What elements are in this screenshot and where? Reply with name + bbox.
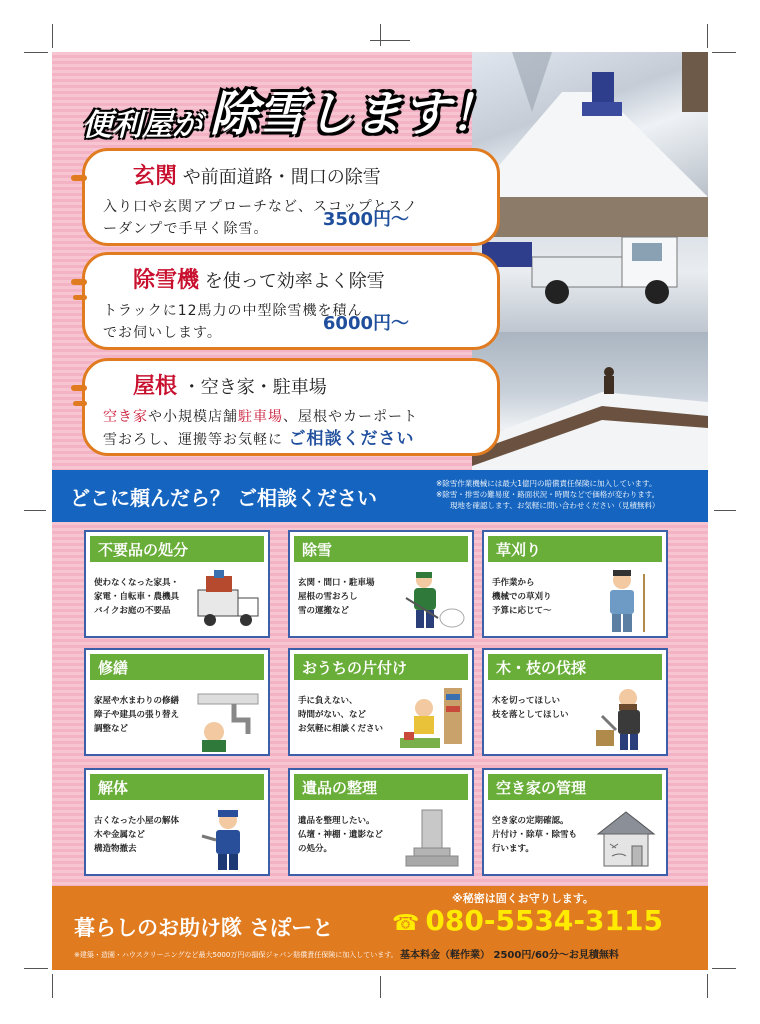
card-title: 空き家の管理 — [488, 774, 662, 800]
plumbing-icon — [194, 686, 262, 752]
card-line: 仏壇・神棚・遺影など — [298, 830, 384, 840]
bubble-tail — [71, 175, 87, 181]
consult-band — [52, 470, 708, 522]
price-label: 6000円〜 — [322, 313, 409, 334]
bubble-title-emphasis: 除雪機 — [133, 268, 200, 293]
plain-text: 、屋根やカーポート — [283, 409, 418, 425]
card-line: 手に負えない、 — [298, 696, 358, 706]
roof-snow-photo — [472, 332, 708, 470]
card-line: 行います。 — [492, 844, 534, 854]
card-body — [298, 576, 398, 618]
card-body — [492, 694, 592, 722]
card-title: 木・枝の伐採 — [488, 654, 662, 680]
consult-cta: ご相談ください — [288, 429, 415, 449]
service-card-snow — [288, 530, 474, 638]
card-body — [94, 576, 194, 618]
card-body — [492, 576, 592, 618]
bubble-desc-line: ーダンプで手早く除雪。 — [103, 221, 269, 237]
crop-mark — [370, 40, 410, 41]
card-line: 片付け・除草・除雪も — [492, 830, 578, 840]
crop-mark — [24, 510, 46, 511]
hero-section — [52, 52, 708, 470]
card-line: 空き家の定期確認。 — [492, 816, 569, 826]
note-line: 現地を確認します、お気軽に問い合わせください（見積無料） — [450, 501, 660, 510]
crop-mark — [712, 52, 736, 53]
privacy-note: ※秘密は固くお守りします。 — [452, 892, 594, 905]
card-title: 草刈り — [488, 536, 662, 562]
card-body — [94, 814, 194, 856]
bubble-tail — [73, 401, 87, 406]
highlight-text: 空き家 — [103, 409, 148, 425]
bubble-title — [103, 369, 479, 400]
card-body — [298, 814, 398, 856]
service-card-treecutting — [482, 648, 668, 756]
card-line: 機械での草刈り — [492, 592, 552, 602]
roof-illustration — [472, 332, 708, 470]
service-card-repair — [84, 648, 270, 756]
bubble-title-rest: を使って効率よく除雪 — [204, 271, 385, 292]
crop-mark — [24, 52, 48, 53]
worker-icon — [592, 568, 660, 634]
crop-mark — [714, 510, 736, 511]
service-card-demolition — [84, 768, 270, 876]
service-card-vacanthouse — [482, 768, 668, 876]
card-body — [298, 694, 398, 736]
bubble-title-emphasis: 屋根 — [133, 374, 178, 399]
bubble-description — [103, 300, 479, 344]
crop-mark — [707, 24, 708, 48]
bubble-title — [103, 263, 479, 294]
gravestone-icon — [398, 806, 466, 872]
card-title: 除雪 — [294, 536, 468, 562]
service-card-disposal — [84, 530, 270, 638]
insurance-notes — [436, 478, 659, 511]
services-grid — [52, 522, 708, 886]
bubble-tail — [71, 279, 87, 285]
service-card-mowing — [482, 530, 668, 638]
bubble-description — [103, 406, 479, 451]
base-fee: 基本料金（軽作業） 2500円/60分〜お見積無料 — [400, 950, 619, 961]
card-title: 修繕 — [90, 654, 264, 680]
flyer — [52, 52, 708, 970]
card-line: 構造物撤去 — [94, 844, 137, 854]
bubble-tail — [71, 385, 87, 391]
phone-number-text: 080-5534-3115 — [425, 904, 663, 937]
card-line: の処分。 — [298, 844, 333, 854]
price-label: 3500円〜 — [322, 209, 409, 230]
service-bubble-snowblower — [82, 252, 500, 350]
card-body — [492, 814, 592, 856]
phone-number[interactable] — [392, 904, 663, 937]
snow-shovel-icon — [398, 568, 466, 634]
bubble-desc-line: でお伺いします。 — [103, 325, 222, 341]
card-line: 古くなった小屋の解体 — [94, 816, 180, 826]
bubble-title — [103, 159, 479, 190]
card-title: おうちの片付け — [294, 654, 468, 680]
cleanup-icon — [398, 686, 466, 752]
bubble-description — [103, 196, 479, 240]
card-line: 木や金属など — [94, 830, 146, 840]
insurance-fineprint: ※建築・造園・ハウスクリーニングなど最大5000万円の損保ジャパン賠償責任保険に加入しています。 — [74, 951, 398, 959]
card-title: 遺品の整理 — [294, 774, 468, 800]
snow-blower-photo — [472, 52, 708, 197]
service-card-estate — [288, 768, 474, 876]
bubble-desc-line: 入り口や玄関アプローチなど、スコップとスノ — [103, 199, 418, 215]
truck-icon — [194, 568, 262, 634]
card-line: 木を切ってほしい — [492, 696, 561, 706]
service-bubble-roof — [82, 358, 500, 456]
house-icon — [592, 806, 660, 872]
note-line: ※除雪・排雪の難易度・路面状況・時間などで価格が変わります。 — [436, 490, 660, 499]
card-body — [94, 694, 194, 736]
card-line: 時間がない、など — [298, 710, 367, 720]
bubble-desc-line — [103, 406, 479, 428]
plain-text: 雪おろし、運搬等お気軽に — [103, 432, 283, 448]
card-line: 玄関・間口・駐車場 — [298, 578, 375, 588]
bubble-title-emphasis: 玄関 — [133, 164, 178, 189]
card-line: 調整など — [94, 724, 129, 734]
bubble-tail — [73, 295, 87, 300]
card-title: 不要品の処分 — [90, 536, 264, 562]
bubble-title-rest: や前面道路・間口の除雪 — [182, 167, 381, 188]
business-name: 暮らしのお助け隊 さぽーと — [74, 916, 334, 940]
crop-mark — [52, 974, 53, 998]
lumberjack-icon — [592, 686, 660, 752]
card-line: 遺品を整理したい。 — [298, 816, 375, 826]
card-line: バイクお庭の不要品 — [94, 606, 171, 616]
truck-illustration — [472, 197, 708, 332]
card-line: 使わなくなった家具・ — [94, 578, 180, 588]
card-line: 家電・自転車・農機具 — [94, 592, 180, 602]
phone-icon: ☎ — [392, 911, 420, 936]
bubble-desc-line: トラックに12馬力の中型除雪機を積ん — [103, 303, 363, 319]
service-card-tidying — [288, 648, 474, 756]
crop-mark — [380, 976, 381, 998]
crop-mark — [712, 968, 736, 969]
highlight-text: 駐車場 — [238, 409, 283, 425]
card-line: 予算に応じて〜 — [492, 606, 552, 616]
truck-photo — [472, 197, 708, 332]
card-line: お気軽に相談ください — [298, 724, 384, 734]
plain-text: や小規模店舗 — [148, 409, 238, 425]
card-line: 屋根の雪おろし — [298, 592, 358, 602]
crop-mark — [24, 968, 48, 969]
contact-footer — [52, 886, 708, 970]
card-line: 家屋や水まわりの修繕 — [94, 696, 180, 706]
bubble-desc-line — [103, 428, 479, 451]
crop-mark — [707, 974, 708, 998]
crop-mark — [380, 24, 381, 46]
bubble-title-rest: ・空き家・駐車場 — [182, 377, 327, 398]
consult-question: どこに頼んだら？ ご相談ください — [70, 486, 377, 510]
crop-mark — [52, 24, 53, 48]
headline-prefix: 便利屋が — [82, 108, 202, 143]
card-line: 手作業から — [492, 578, 535, 588]
card-line: 障子や建具の張り替え — [94, 710, 180, 720]
headline-main: 除雪します！ — [210, 86, 499, 142]
headline — [82, 74, 498, 144]
note-line: ※除雪作業機械には最大1億円の賠償責任保険に加入しています。 — [436, 479, 657, 488]
repairman-icon — [194, 806, 262, 872]
snow-road-illustration — [472, 52, 708, 197]
service-bubble-entrance — [82, 148, 500, 246]
card-line: 枝を落としてほしい — [492, 710, 569, 720]
card-line: 雪の運搬など — [298, 606, 350, 616]
card-title: 解体 — [90, 774, 264, 800]
